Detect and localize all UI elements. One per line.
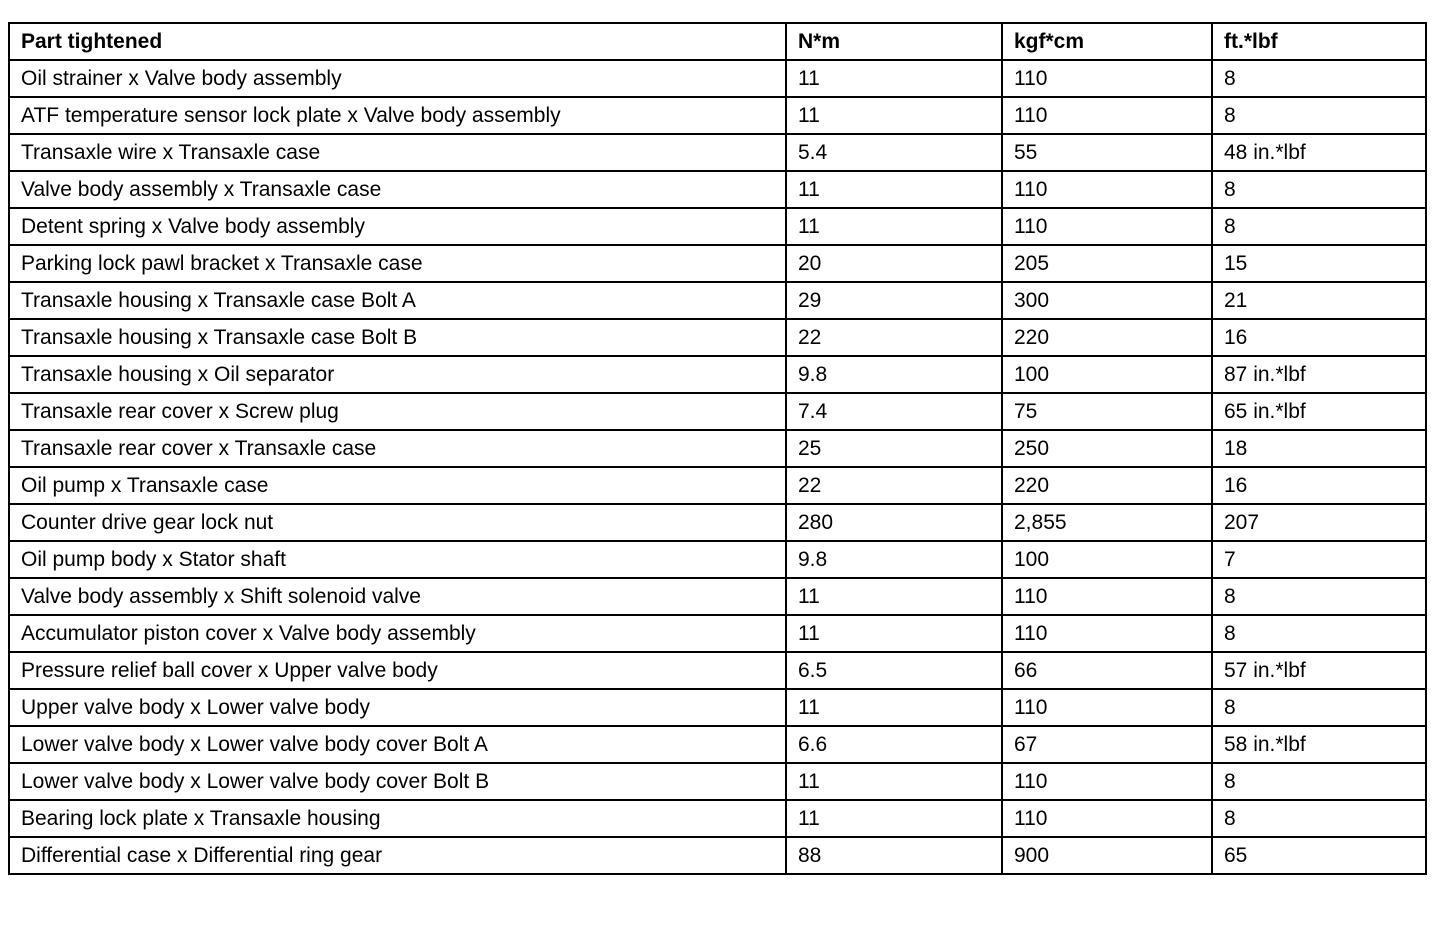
header-row xyxy=(9,23,1426,60)
cell-part-tightened: Oil pump x Transaxle case xyxy=(9,467,786,504)
cell-newton-meter: 6.5 xyxy=(786,652,1002,689)
cell-ft-lbf: 8 xyxy=(1212,97,1426,134)
cell-part-tightened: Parking lock pawl bracket x Transaxle case xyxy=(9,245,786,282)
table-header xyxy=(9,23,1426,60)
cell-ft-lbf: 15 xyxy=(1212,245,1426,282)
cell-part-tightened: Lower valve body x Lower valve body cover Bolt B xyxy=(9,763,786,800)
cell-part-tightened: Transaxle wire x Transaxle case xyxy=(9,134,786,171)
cell-part-tightened: Transaxle housing x Transaxle case Bolt A xyxy=(9,282,786,319)
cell-kgf-cm: 205 xyxy=(1002,245,1212,282)
cell-kgf-cm: 300 xyxy=(1002,282,1212,319)
cell-part-tightened: Valve body assembly x Shift solenoid valve xyxy=(9,578,786,615)
cell-ft-lbf: 207 xyxy=(1212,504,1426,541)
cell-ft-lbf: 8 xyxy=(1212,171,1426,208)
cell-newton-meter: 11 xyxy=(786,208,1002,245)
table-row xyxy=(9,134,1426,171)
cell-kgf-cm: 110 xyxy=(1002,578,1212,615)
table-row xyxy=(9,356,1426,393)
cell-part-tightened: Detent spring x Valve body assembly xyxy=(9,208,786,245)
cell-kgf-cm: 100 xyxy=(1002,541,1212,578)
cell-ft-lbf: 21 xyxy=(1212,282,1426,319)
cell-newton-meter: 11 xyxy=(786,578,1002,615)
cell-part-tightened: Transaxle housing x Oil separator xyxy=(9,356,786,393)
header-part-tightened: Part tightened xyxy=(9,23,786,60)
table-row xyxy=(9,689,1426,726)
cell-kgf-cm: 110 xyxy=(1002,800,1212,837)
cell-ft-lbf: 8 xyxy=(1212,615,1426,652)
cell-ft-lbf: 58 in.*lbf xyxy=(1212,726,1426,763)
cell-ft-lbf: 8 xyxy=(1212,208,1426,245)
cell-kgf-cm: 66 xyxy=(1002,652,1212,689)
cell-ft-lbf: 48 in.*lbf xyxy=(1212,134,1426,171)
cell-kgf-cm: 110 xyxy=(1002,208,1212,245)
cell-newton-meter: 22 xyxy=(786,467,1002,504)
cell-newton-meter: 22 xyxy=(786,319,1002,356)
cell-newton-meter: 6.6 xyxy=(786,726,1002,763)
table-row xyxy=(9,97,1426,134)
cell-newton-meter: 20 xyxy=(786,245,1002,282)
table-row xyxy=(9,245,1426,282)
cell-kgf-cm: 220 xyxy=(1002,467,1212,504)
cell-part-tightened: Pressure relief ball cover x Upper valve body xyxy=(9,652,786,689)
cell-kgf-cm: 220 xyxy=(1002,319,1212,356)
table-body xyxy=(9,60,1426,874)
cell-kgf-cm: 250 xyxy=(1002,430,1212,467)
cell-ft-lbf: 87 in.*lbf xyxy=(1212,356,1426,393)
cell-kgf-cm: 55 xyxy=(1002,134,1212,171)
table-row xyxy=(9,578,1426,615)
cell-part-tightened: Differential case x Differential ring gear xyxy=(9,837,786,874)
cell-part-tightened: Oil pump body x Stator shaft xyxy=(9,541,786,578)
cell-part-tightened: Oil strainer x Valve body assembly xyxy=(9,60,786,97)
cell-kgf-cm: 2,855 xyxy=(1002,504,1212,541)
cell-part-tightened: Transaxle rear cover x Screw plug xyxy=(9,393,786,430)
cell-newton-meter: 11 xyxy=(786,171,1002,208)
table-row xyxy=(9,763,1426,800)
cell-newton-meter: 11 xyxy=(786,60,1002,97)
cell-ft-lbf: 8 xyxy=(1212,763,1426,800)
cell-kgf-cm: 110 xyxy=(1002,97,1212,134)
table-row xyxy=(9,60,1426,97)
cell-kgf-cm: 110 xyxy=(1002,689,1212,726)
cell-newton-meter: 9.8 xyxy=(786,356,1002,393)
cell-ft-lbf: 16 xyxy=(1212,319,1426,356)
table-row xyxy=(9,504,1426,541)
header-kgf-cm: kgf*cm xyxy=(1002,23,1212,60)
cell-ft-lbf: 16 xyxy=(1212,467,1426,504)
cell-newton-meter: 11 xyxy=(786,763,1002,800)
cell-newton-meter: 280 xyxy=(786,504,1002,541)
cell-kgf-cm: 110 xyxy=(1002,171,1212,208)
cell-ft-lbf: 8 xyxy=(1212,800,1426,837)
torque-spec-table xyxy=(8,22,1427,875)
table-row xyxy=(9,430,1426,467)
cell-kgf-cm: 110 xyxy=(1002,60,1212,97)
cell-newton-meter: 25 xyxy=(786,430,1002,467)
cell-kgf-cm: 900 xyxy=(1002,837,1212,874)
cell-kgf-cm: 100 xyxy=(1002,356,1212,393)
cell-kgf-cm: 110 xyxy=(1002,615,1212,652)
cell-part-tightened: ATF temperature sensor lock plate x Valve body assembly xyxy=(9,97,786,134)
cell-part-tightened: Upper valve body x Lower valve body xyxy=(9,689,786,726)
header-ft-lbf: ft.*lbf xyxy=(1212,23,1426,60)
cell-part-tightened: Counter drive gear lock nut xyxy=(9,504,786,541)
cell-part-tightened: Accumulator piston cover x Valve body assembly xyxy=(9,615,786,652)
table-row xyxy=(9,319,1426,356)
cell-newton-meter: 9.8 xyxy=(786,541,1002,578)
table-row xyxy=(9,652,1426,689)
cell-part-tightened: Bearing lock plate x Transaxle housing xyxy=(9,800,786,837)
table-row xyxy=(9,615,1426,652)
table-row xyxy=(9,393,1426,430)
cell-ft-lbf: 65 in.*lbf xyxy=(1212,393,1426,430)
cell-newton-meter: 11 xyxy=(786,97,1002,134)
cell-newton-meter: 5.4 xyxy=(786,134,1002,171)
cell-part-tightened: Transaxle rear cover x Transaxle case xyxy=(9,430,786,467)
cell-kgf-cm: 75 xyxy=(1002,393,1212,430)
table-row xyxy=(9,208,1426,245)
table-row xyxy=(9,800,1426,837)
header-newton-meter: N*m xyxy=(786,23,1002,60)
cell-part-tightened: Transaxle housing x Transaxle case Bolt B xyxy=(9,319,786,356)
table-row xyxy=(9,171,1426,208)
cell-newton-meter: 11 xyxy=(786,689,1002,726)
table-row xyxy=(9,837,1426,874)
cell-part-tightened: Valve body assembly x Transaxle case xyxy=(9,171,786,208)
table-row xyxy=(9,726,1426,763)
cell-part-tightened: Lower valve body x Lower valve body cover Bolt A xyxy=(9,726,786,763)
cell-kgf-cm: 67 xyxy=(1002,726,1212,763)
cell-newton-meter: 29 xyxy=(786,282,1002,319)
table-row xyxy=(9,282,1426,319)
cell-ft-lbf: 8 xyxy=(1212,60,1426,97)
cell-ft-lbf: 8 xyxy=(1212,689,1426,726)
cell-ft-lbf: 65 xyxy=(1212,837,1426,874)
cell-ft-lbf: 8 xyxy=(1212,578,1426,615)
cell-newton-meter: 11 xyxy=(786,615,1002,652)
cell-ft-lbf: 18 xyxy=(1212,430,1426,467)
table-row xyxy=(9,467,1426,504)
cell-kgf-cm: 110 xyxy=(1002,763,1212,800)
cell-ft-lbf: 57 in.*lbf xyxy=(1212,652,1426,689)
cell-ft-lbf: 7 xyxy=(1212,541,1426,578)
cell-newton-meter: 11 xyxy=(786,800,1002,837)
table-row xyxy=(9,541,1426,578)
cell-newton-meter: 88 xyxy=(786,837,1002,874)
cell-newton-meter: 7.4 xyxy=(786,393,1002,430)
